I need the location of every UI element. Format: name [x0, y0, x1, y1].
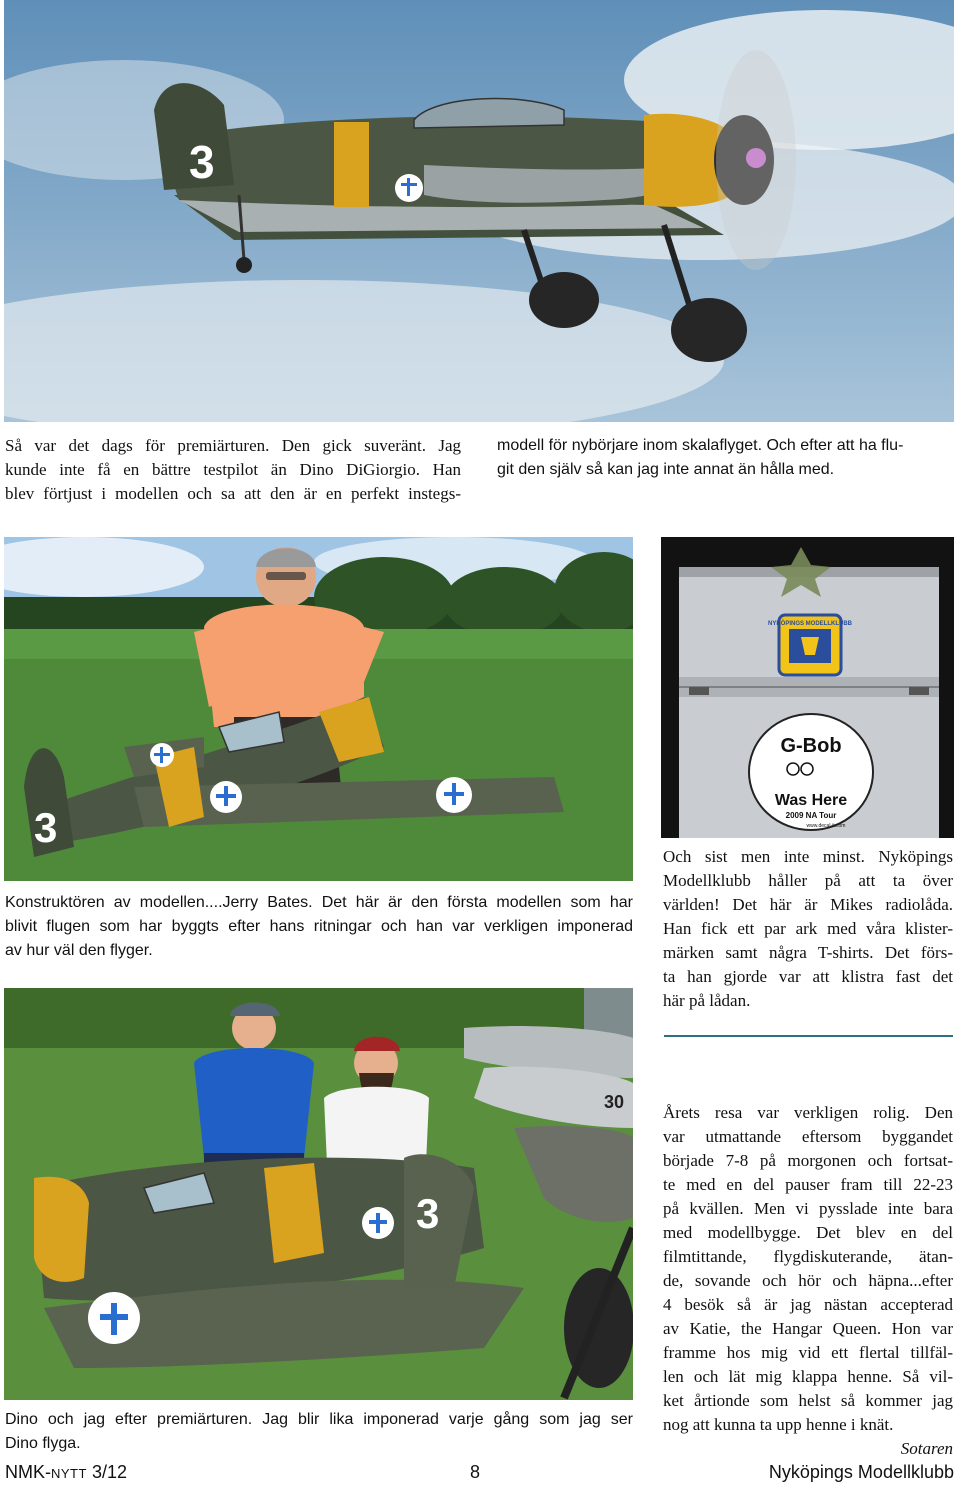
story-line: de, sovande och hör och häpna...efter: [663, 1271, 953, 1290]
footer-prefix: NMK-: [5, 1462, 51, 1482]
club-badge-text: NYKÖPINGS MODELLKLUBB: [768, 621, 852, 627]
plane-number: 3: [416, 1190, 440, 1237]
top-caption-left: [5, 434, 461, 506]
story-line: var utmattande eftersom byggandet: [663, 1127, 953, 1146]
photo-radio-box: [661, 537, 954, 838]
sticker-title: G-Bob: [780, 735, 842, 757]
caption-line: Konstruktören av modellen....Jerry Bates. Det här är den första modellen som har: [5, 894, 633, 911]
caption-line: Dino och jag efter premiärturen. Jag blir lika imponerad varje gång som jag ser: [5, 1411, 633, 1428]
caption-line: blev förtjust i modellen och sa att den är en perfekt instegs-: [5, 484, 461, 503]
story-line: framme hos mig vid ett flertal tillfäl-: [663, 1343, 953, 1362]
sticker-subtitle: Was Here: [774, 792, 848, 809]
caption-dino: [5, 1408, 633, 1456]
caption-line: Dino flyga.: [5, 1435, 81, 1452]
footer-suffix: 3/12: [86, 1462, 127, 1482]
caption-line: märken samt några T-shirts. Det förs-: [663, 943, 953, 962]
plane-number: 3: [189, 136, 215, 188]
footer-smallcaps: NYTT: [51, 1466, 87, 1481]
story-line: med modellbygge. Det blev en del: [663, 1223, 953, 1242]
caption-line: ta han gjorde var att klistra fast det: [663, 967, 953, 986]
caption-line: Och sist men inte minst. Nyköpings: [663, 847, 953, 866]
footer-left: [5, 1462, 127, 1483]
caption-line: Så var det dags för premiärturen. Den gick suveränt. Jag: [5, 436, 461, 455]
story-line: ket årtionde som helst så kommer jag: [663, 1391, 953, 1410]
story-line: te med en del pauser fram till 22-23: [663, 1175, 953, 1194]
story-line: len och lät mig klappa henne. Så vil-: [663, 1367, 953, 1386]
caption-line: modell för nybörjare inom skalaflyget. Och efter att ha flu-: [497, 437, 904, 454]
photo-dino-and-me: [4, 988, 633, 1400]
caption-line: blivit flugen som har byggts efter hans ritningar och han var verkligen imponerad: [5, 918, 633, 935]
sticker-url: www.decal-it.com: [806, 823, 846, 829]
sticker-tour: 2009 NA Tour: [785, 811, 837, 820]
story-line: började 7-8 på morgonen och fortsat-: [663, 1151, 953, 1170]
caption-line: Han fick ett par ark med våra klister-: [663, 919, 953, 938]
story-line: av Katie, the Hangar Queen. Hon var: [663, 1319, 953, 1338]
column-divider: [664, 1035, 953, 1037]
photo-jerry-with-plane: [4, 537, 633, 881]
story-signature: Sotaren: [900, 1439, 953, 1458]
caption-line: Modellklubb håller på att ta över: [663, 871, 953, 890]
page-number: 8: [470, 1462, 481, 1482]
caption-jerry: [5, 891, 633, 963]
footer-right: Nyköpings Modellklubb: [768, 1462, 954, 1482]
caption-line: git den själv så kan jag inte annat än hålla med.: [497, 461, 835, 478]
plane-number: 3: [34, 804, 58, 851]
caption-line: här på lådan.: [663, 991, 751, 1010]
caption-line: kunde inte få en bättre testpilot än Dino DiGiorgio. Han: [5, 460, 461, 479]
caption-line: av hur väl den flyger.: [5, 942, 153, 959]
story-line: filmtittande, flygdiskuterande, ätan-: [663, 1247, 953, 1266]
story-line: Årets resa var verkligen rolig. Den: [663, 1103, 953, 1122]
caption-radio-box: [663, 845, 953, 1013]
story-line: på kvällen. Men vi pysslade inte bara: [663, 1199, 953, 1218]
side-number: 30: [604, 1092, 625, 1112]
top-caption-right: [497, 434, 952, 482]
caption-line: världen! Det här är Mikes radiolåda.: [663, 895, 953, 914]
photo-plane-in-flight: [4, 0, 954, 422]
story-text: [663, 1101, 953, 1461]
story-line: nog att kunna ta upp henne i knät.: [663, 1415, 894, 1434]
story-line: 4 besök så är jag nästan accepterad: [663, 1295, 953, 1314]
